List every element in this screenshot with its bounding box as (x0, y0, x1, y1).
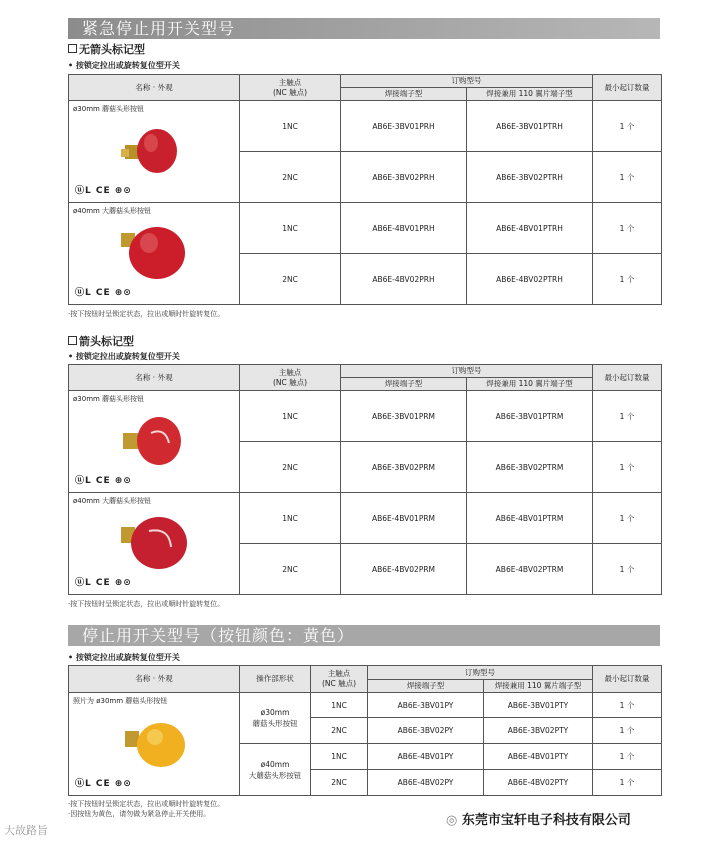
header-solder: 焊接端子型 (368, 680, 484, 693)
cell-solder: AB6E-4BV02PY (368, 770, 484, 796)
red-arrow-mushroom-button-image (119, 407, 189, 471)
section2-subtitle (68, 333, 134, 349)
cell-solder: AB6E-3BV01PRM (341, 391, 467, 442)
section3-subsub-text: 按锁定拉出或旋转复位型开关 (75, 653, 180, 662)
header-moq: 最小起订数量 (593, 365, 662, 391)
product-cell (69, 493, 240, 595)
product-name: ø30mm 蘑菇头形按钮 (73, 395, 145, 403)
header-name: 名称 · 外观 (69, 75, 240, 101)
cell-contact: 1NC (311, 744, 368, 770)
wechat-icon: ◎ (446, 813, 462, 828)
cell-moq: 1 个 (593, 770, 662, 796)
cell-solder: AB6E-4BV02PRM (341, 544, 467, 595)
cell-tab: AB6E-4BV02PTRM (467, 544, 593, 595)
cell-tab: AB6E-4BV01PTRH (467, 203, 593, 254)
header-order: 订购型号 (341, 365, 593, 378)
cell-solder: AB6E-4BV02PRH (341, 254, 467, 305)
watermark-left: 大故路旨 (4, 824, 48, 837)
header-solder: 焊接端子型 (341, 378, 467, 391)
section3-note1: ·按下按钮时呈锁定状态，拉出或顺时针旋转复位。 (68, 800, 225, 808)
section3-title: 停止用开关型号（按钮颜色：黄色） (68, 625, 660, 646)
cell-moq: 1 个 (593, 693, 662, 718)
cell-contact: 2NC (311, 718, 368, 744)
cell-solder: AB6E-3BV01PRH (341, 101, 467, 152)
product-cell (69, 203, 240, 305)
yellow-mushroom-button-image (117, 711, 197, 773)
section1-subtitle-text: 无箭头标记型 (79, 43, 145, 56)
header-solder110: 焊接兼用 110 翼片端子型 (484, 680, 593, 693)
cell-tab: AB6E-4BV01PTY (484, 744, 593, 770)
cell-solder: AB6E-3BV02PY (368, 718, 484, 744)
cell-contact: 1NC (311, 693, 368, 718)
cert-marks: ⓤL CE ⊕⊙ (75, 186, 132, 196)
section1-subsub-text: 按锁定拉出或旋转复位型开关 (75, 61, 180, 70)
header-shape: 操作部形状 (240, 666, 311, 693)
product-name: ø40mm 大蘑菇头形按钮 (73, 497, 152, 505)
watermark-right-text: 东莞市宝轩电子科技有限公司 (461, 813, 631, 828)
shape-cell: ø30mm 蘑菇头形按钮 (240, 693, 311, 744)
section3-note2: ·因按钮为黄色，请勿做为紧急停止开关使用。 (68, 810, 211, 818)
cell-tab: AB6E-4BV02PTRH (467, 254, 593, 305)
cell-tab: AB6E-3BV02PTRH (467, 152, 593, 203)
product-cell (69, 693, 240, 796)
cell-moq: 1 个 (593, 391, 662, 442)
cell-tab: AB6E-3BV01PTRM (467, 391, 593, 442)
section1-title: 紧急停止用开关型号 (68, 18, 660, 39)
cell-solder: AB6E-3BV02PRH (341, 152, 467, 203)
section2-subsub: • 按锁定拉出或旋转复位型开关 (68, 352, 180, 361)
cell-moq: 1 个 (593, 744, 662, 770)
cell-tab: AB6E-4BV02PTY (484, 770, 593, 796)
red-arrow-large-mushroom-button-image (115, 507, 195, 573)
cell-moq: 1 个 (593, 493, 662, 544)
section1-note: ·按下按钮时呈锁定状态，拉出或顺时针旋转复位。 (68, 310, 225, 318)
cert-marks: ⓤL CE ⊕⊙ (75, 288, 132, 298)
cell-contact: 2NC (240, 442, 341, 493)
cell-solder: AB6E-3BV01PY (368, 693, 484, 718)
red-large-mushroom-button-image (113, 217, 193, 283)
section2-table (68, 364, 662, 595)
cell-moq: 1 个 (593, 254, 662, 305)
header-contact: 主触点 (NC 触点) (311, 666, 368, 693)
product-cell (69, 101, 240, 203)
cell-contact: 1NC (240, 493, 341, 544)
cell-solder: AB6E-4BV01PRM (341, 493, 467, 544)
cell-contact: 2NC (240, 254, 341, 305)
red-mushroom-button-image (117, 119, 187, 181)
product-name: 照片为 ø30mm 蘑菇头形按钮 (73, 697, 168, 705)
cell-solder: AB6E-3BV02PRM (341, 442, 467, 493)
header-moq: 最小起订数量 (593, 75, 662, 101)
cell-tab: AB6E-3BV02PTRM (467, 442, 593, 493)
cert-marks: ⓤL CE ⊕⊙ (75, 476, 132, 486)
section2-subsub-text: 按锁定拉出或旋转复位型开关 (75, 352, 180, 361)
product-name: ø30mm 蘑菇头形按钮 (73, 105, 145, 113)
cell-moq: 1 个 (593, 152, 662, 203)
section3-table (68, 665, 662, 796)
header-moq: 最小起订数量 (593, 666, 662, 693)
header-name: 名称 · 外观 (69, 365, 240, 391)
header-contact: 主触点 (NC 触点) (240, 365, 341, 391)
cell-tab: AB6E-3BV02PTY (484, 718, 593, 744)
cell-contact: 1NC (240, 391, 341, 442)
cell-tab: AB6E-4BV01PTRM (467, 493, 593, 544)
shape-cell: ø40mm 大蘑菇头形按钮 (240, 744, 311, 796)
cell-solder: AB6E-4BV01PRH (341, 203, 467, 254)
section3-subsub: • 按锁定拉出或旋转复位型开关 (68, 653, 180, 662)
cell-solder: AB6E-4BV01PY (368, 744, 484, 770)
cell-moq: 1 个 (593, 718, 662, 744)
header-name: 名称 · 外观 (69, 666, 240, 693)
section2-subtitle-text: 箭头标记型 (79, 335, 134, 348)
header-solder110: 焊接兼用 110 翼片端子型 (467, 378, 593, 391)
cell-contact: 1NC (240, 203, 341, 254)
section1-subtitle (68, 41, 145, 57)
cell-moq: 1 个 (593, 203, 662, 254)
product-cell (69, 391, 240, 493)
checkbox-square-icon (68, 336, 77, 345)
cell-contact: 1NC (240, 101, 341, 152)
cell-tab: AB6E-3BV01PTY (484, 693, 593, 718)
header-solder110: 焊接兼用 110 翼片端子型 (467, 88, 593, 101)
cell-moq: 1 个 (593, 442, 662, 493)
watermark-right (446, 809, 631, 828)
header-contact: 主触点 (NC 触点) (240, 75, 341, 101)
cert-marks: ⓤL CE ⊕⊙ (75, 779, 132, 789)
cell-tab: AB6E-3BV01PTRH (467, 101, 593, 152)
section2-note: ·按下按钮时呈锁定状态，拉出或顺时针旋转复位。 (68, 600, 225, 608)
cell-contact: 2NC (240, 544, 341, 595)
header-order: 订购型号 (341, 75, 593, 88)
header-order: 订购型号 (368, 666, 593, 680)
cell-contact: 2NC (311, 770, 368, 796)
cell-moq: 1 个 (593, 544, 662, 595)
section1-subsub: • 按锁定拉出或旋转复位型开关 (68, 61, 180, 70)
header-solder: 焊接端子型 (341, 88, 467, 101)
product-name: ø40mm 大蘑菇头形按钮 (73, 207, 152, 215)
section1-table (68, 74, 662, 305)
cert-marks: ⓤL CE ⊕⊙ (75, 578, 132, 588)
cell-moq: 1 个 (593, 101, 662, 152)
checkbox-square-icon (68, 44, 77, 53)
cell-contact: 2NC (240, 152, 341, 203)
